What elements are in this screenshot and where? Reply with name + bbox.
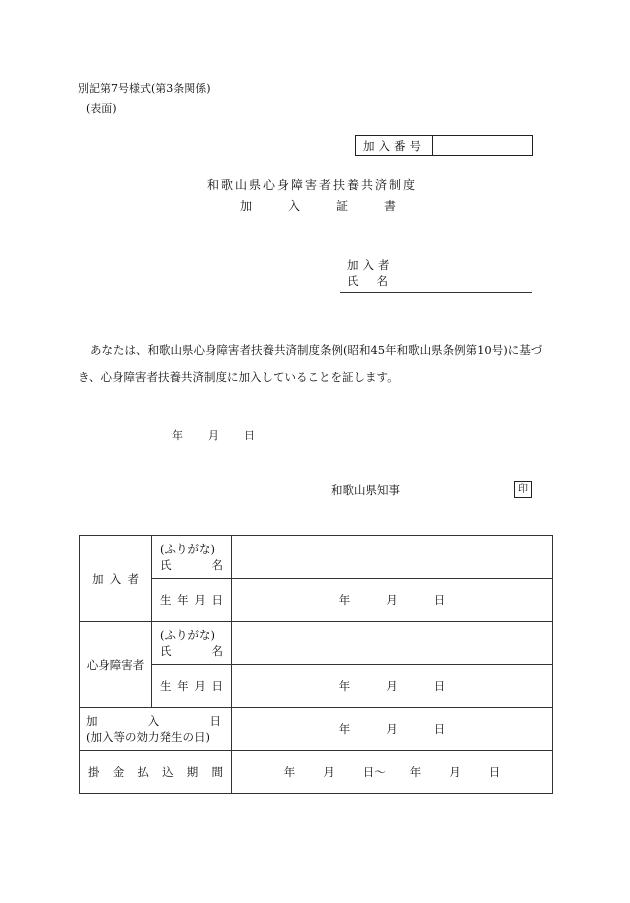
join-date-field[interactable]: 年 月 日 — [232, 708, 553, 751]
holder-block — [347, 257, 394, 289]
holder-name-underline — [340, 292, 532, 293]
membership-number-box — [355, 135, 533, 156]
subtitle-char: 加 — [240, 199, 253, 213]
issue-year-label: 年 — [172, 429, 183, 442]
disabled-name-label: (ふりがな) 氏 名 — [152, 622, 232, 665]
subtitle-char: 書 — [384, 199, 397, 213]
certification-text: あなたは、和歌山県心身障害者扶養共済制度条例(昭和45年和歌山県条例第10号)に基づき、心身障害者扶養共済制度に加入していることを証します。 — [78, 343, 543, 384]
holder-label-line1: 加入者 — [347, 258, 394, 272]
holder-label-line2 — [347, 273, 394, 289]
membership-number-label: 加入番号 — [356, 136, 433, 155]
disabled-name-field[interactable] — [232, 622, 553, 665]
disabled-person-header: 心身障害者 — [80, 622, 152, 708]
membership-number-field[interactable] — [433, 136, 532, 155]
holder-name-char1: 氏 — [347, 274, 359, 288]
issue-day-label: 日 — [244, 429, 255, 442]
holder-name-char2: 名 — [376, 274, 388, 288]
issue-date — [172, 427, 255, 443]
premium-period-label: 掛 金 払 込 期 間 — [80, 751, 232, 794]
info-table — [79, 535, 553, 794]
disabled-dob-field[interactable]: 年 月 日 — [232, 665, 553, 708]
subscriber-dob-field[interactable]: 年 月 日 — [232, 579, 553, 622]
issuer-name: 和歌山県知事 — [331, 483, 400, 497]
premium-period-field[interactable]: 年 月 日～ 年 月 日 — [232, 751, 553, 794]
issue-month-label: 月 — [208, 429, 219, 442]
document-title: 和歌山県心身障害者扶養共済制度 — [206, 178, 417, 192]
subscriber-name-field[interactable] — [232, 536, 553, 579]
document-subtitle — [240, 197, 396, 214]
seal-stamp: 印 — [514, 481, 532, 498]
subtitle-char: 証 — [336, 199, 349, 213]
form-number-label: 別記第7号様式(第3条関係) — [78, 82, 211, 95]
face-side-label: (表面) — [86, 102, 117, 115]
subtitle-char: 入 — [288, 199, 301, 213]
join-date-label: 加 入 日 (加入等の効力発生の日) — [80, 708, 232, 751]
subscriber-name-label: (ふりがな) 氏 名 — [152, 536, 232, 579]
subscriber-header: 加 入 者 — [80, 536, 152, 622]
disabled-dob-label: 生 年 月 日 — [152, 665, 232, 708]
subscriber-dob-label: 生 年 月 日 — [152, 579, 232, 622]
